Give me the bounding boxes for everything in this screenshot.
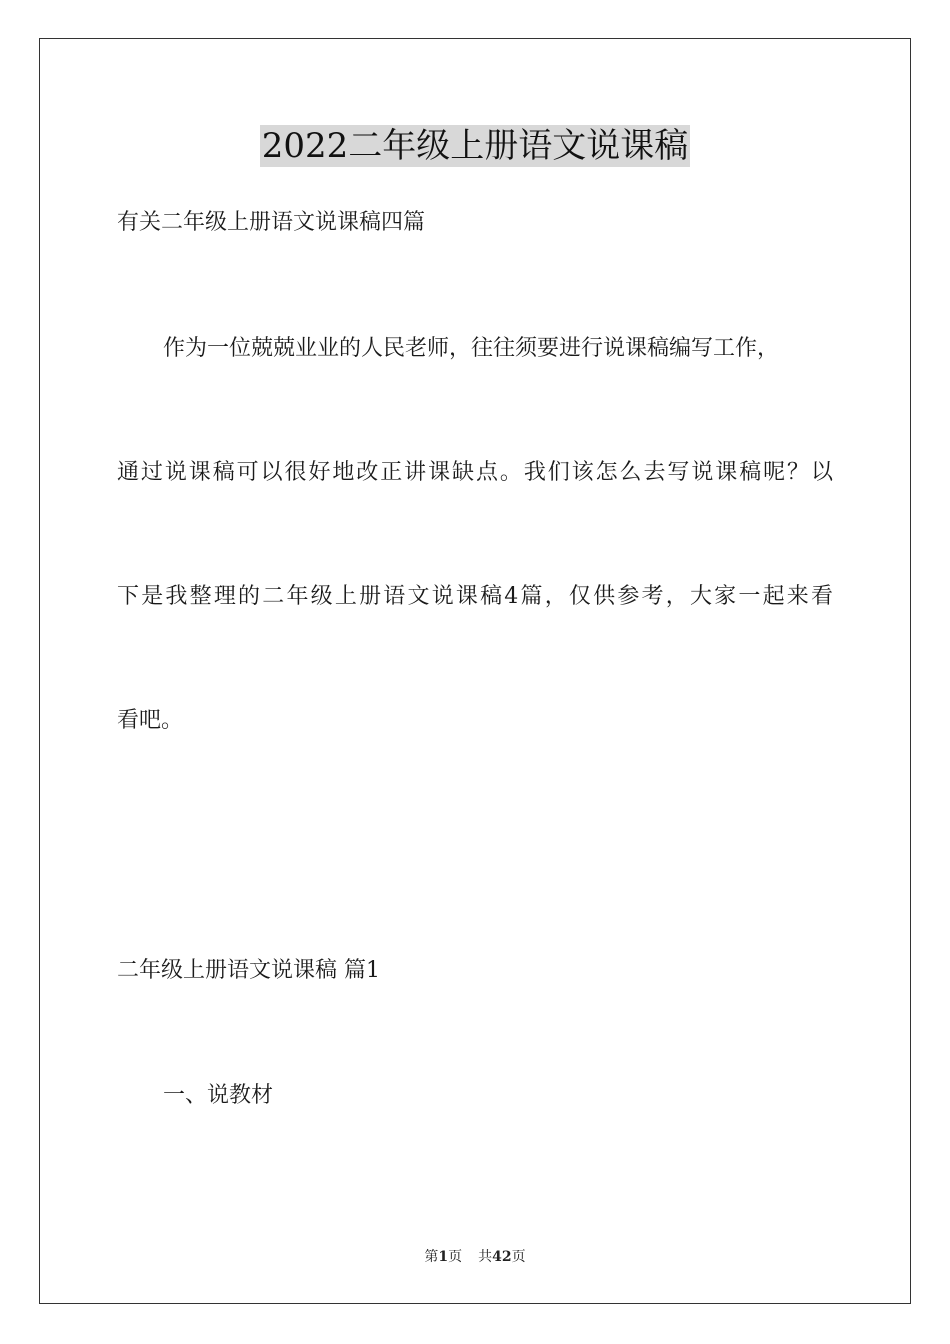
intro-line-4: 看吧。 [117, 708, 184, 733]
document-subtitle: 有关二年级上册语文说课稿四篇 [117, 210, 426, 235]
section-heading: 二年级上册语文说课稿 篇1 [117, 958, 380, 983]
footer-page-prefix: 第 [424, 1249, 439, 1265]
title-container [0, 125, 950, 167]
subsection-heading: 一、说教材 [163, 1083, 274, 1108]
page-footer [0, 1247, 950, 1267]
intro-line-3: 下是我整理的二年级上册语文说课稿4篇，仅供参考，大家一起来看 [117, 584, 833, 609]
footer-total-pages: 42 [492, 1249, 512, 1265]
footer-page-number: 1 [438, 1249, 449, 1265]
footer-total-suffix: 页 [511, 1249, 526, 1265]
intro-line-1: 作为一位兢兢业业的人民老师，往往须要进行说课稿编写工作， [163, 336, 780, 361]
intro-line-2: 通过说课稿可以很好地改正讲课缺点。我们该怎么去写说课稿呢？以 [117, 460, 833, 485]
footer-page-suffix: 页 [448, 1249, 463, 1265]
footer-total-prefix: 共 [478, 1249, 493, 1265]
document-title: 2022二年级上册语文说课稿 [261, 126, 689, 166]
